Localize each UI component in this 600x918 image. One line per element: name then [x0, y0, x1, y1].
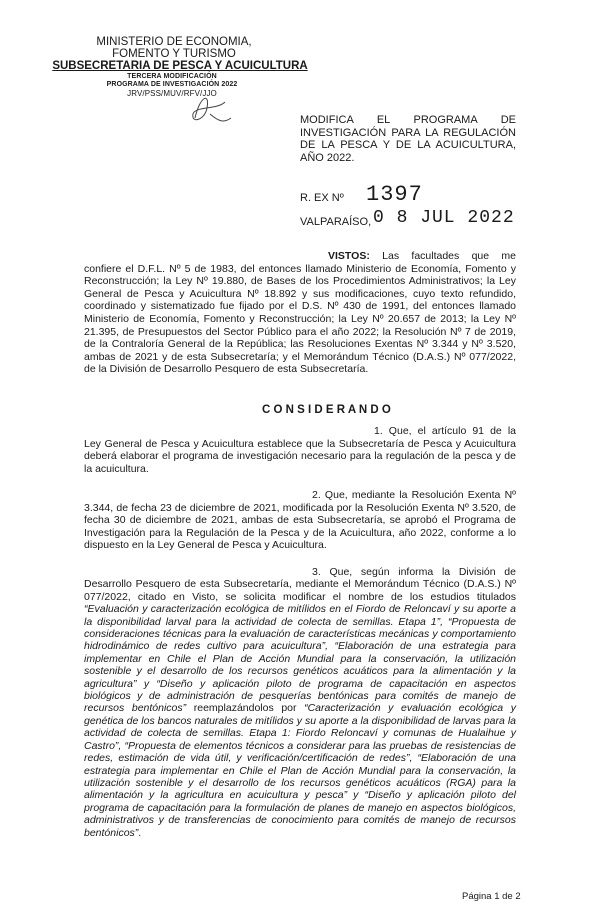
- considerando-item-2: 2. Que, mediante la Resolución Exenta Nº 3.344, de fecha 23 de diciembre de 2021, modificada por la Resolución Exenta Nº 3.520, de fecha 30 de diciembre de 2021, ambas de esta Subsecretaría, se aprobó el Programa de Investigación para la Regulación de la Pesca y de la Acuicultura, año 2022, conforme a lo dispuesto en la Ley General de Pesca y Acuicultura.: [84, 489, 516, 552]
- vistos-label: VISTOS:: [328, 250, 370, 262]
- item-3-intro: 3. Que, según informa la División de Desarrollo Pesquero de esta Subsecretaría, mediante el Memorándum Técnico (D.A.S.) Nº 077/2022, citado en Visto, se solicita modificar el nombre de los estudios titulados: [84, 566, 516, 603]
- considerando-item-3: [84, 566, 516, 839]
- considerando-heading: C O N S I D E R A N D O: [262, 404, 391, 416]
- resolution-label: R. EX Nº: [300, 192, 344, 204]
- modification-label: TERCERA MODIFICACIÓN: [127, 73, 217, 80]
- ministry-line-1: MINISTERIO DE ECONOMIA,: [96, 36, 252, 48]
- initials: JRV/PSS/MUV/RFV/JJO: [127, 89, 217, 98]
- item-3-original-titles: “Evaluación y caracterización ecológica de mitílidos en el Fiordo de Reloncaví y su aporte a la disponibilidad larval para la actividad de colecta de semillas. Etapa 1”, “Propuesta de consideraciones técnicas para la evaluación de características mecánicas y comportamiento hidrodinámico de redes cultivo para acuicultura”, “Elaboración de una estrategia para implementar en Chile el Plan de Acción Mundial para la conservación, la utilización sostenible y el desarrollo de los recursos genéticos acuáticos para la alimentación y la agricultura” y “Diseño y aplicación piloto de programa de capacitación en aspectos biológicos y de administración de pesquerías bentónicas para comités de manejo de recursos bentónicos”: [84, 603, 516, 715]
- document-title: MODIFICA EL PROGRAMA DE INVESTIGACIÓN PARA LA REGULACIÓN DE LA PESCA Y DE LA ACUICULTURA, AÑO 2022.: [300, 114, 516, 164]
- vistos-text: Las facultades que me confiere el D.F.L. Nº 5 de 1983, del entonces llamado Ministerio de Economía, Fomento y Reconstrucción; la Ley Nº 19.880, de Bases de los Procedimientos Administrativos; la Ley General de Pesca y Acuicultura Nº 18.892 y sus modificaciones, cuyo texto refundido, coordinado y sistematizado fue fijado por el D.S. Nº 430 de 1991, del entonces llamado Ministerio de Economía, Fomento y Reconstrucción; la Ley Nº 20.657 de 2013; la Ley Nº 21.395, de Presupuestos del Sector Público para el año 2022; la Resolución Nº 7 de 2019, de la Contraloría General de la República; las Resoluciones Exentas Nº 3.344 y Nº 3.520, ambas de 2021 y de esta Subsecretaría; y el Memorándum Técnico (D.A.S.) Nº 077/2022, de la División de Desarrollo Pesquero de esta Subsecretaría.: [84, 250, 517, 376]
- item-3-new-titles: “Caracterización y evaluación ecológica y genética de los bancos naturales de mitílidos y su aporte a la disponibilidad de larvas para la actividad de colecta de semillas. Etapa 1: Fiordo Reloncaví y comunas de Hualaihue y Castro”, “Propuesta de elementos técnicos a considerar para las pruebas de resistencias de redes, estimación de vida útil, y verificación/certificación de redes”, “Elaboración de una estrategia para implementar en Chile el Plan de Acción Mundial para la conservación, la utilización sostenible y el desarrollo de los recursos genéticos acuáticos (RGA) para la alimentación y la agricultura en acuicultura y pesca” y “Diseño y aplicación piloto del programa de capacitación para la formulación de planes de manejo en aspectos biológicos, administrativos y de transferencias de conocimiento para comités de manejo de recursos bentónicos”: [84, 702, 516, 839]
- signature-scribble: [165, 88, 245, 133]
- vistos-paragraph: [84, 250, 516, 376]
- resolution-number: 1397: [366, 182, 423, 207]
- ministry-line-2: FOMENTO Y TURISMO: [112, 48, 236, 60]
- program-label: PROGRAMA DE INVESTIGACIÓN 2022: [106, 81, 238, 88]
- resolution-place: VALPARAÍSO,: [300, 216, 372, 228]
- subsecretaria-heading: SUBSECRETARIA DE PESCA Y ACUICULTURA: [52, 60, 308, 72]
- resolution-date: 0 8 JUL 2022: [373, 208, 515, 228]
- considerando-item-1: 1. Que, el artículo 91 de la Ley General de Pesca y Acuicultura establece que la Subsecretaría de Pesca y Acuicultura deberá elaborar el programa de investigación necesario para la regulación de la pesca y de la acuicultura.: [84, 425, 516, 475]
- item-3-end: .: [138, 826, 142, 839]
- item-3-connector: reemplazándolos por: [186, 702, 305, 715]
- page-number: Página 1 de 2: [462, 891, 521, 902]
